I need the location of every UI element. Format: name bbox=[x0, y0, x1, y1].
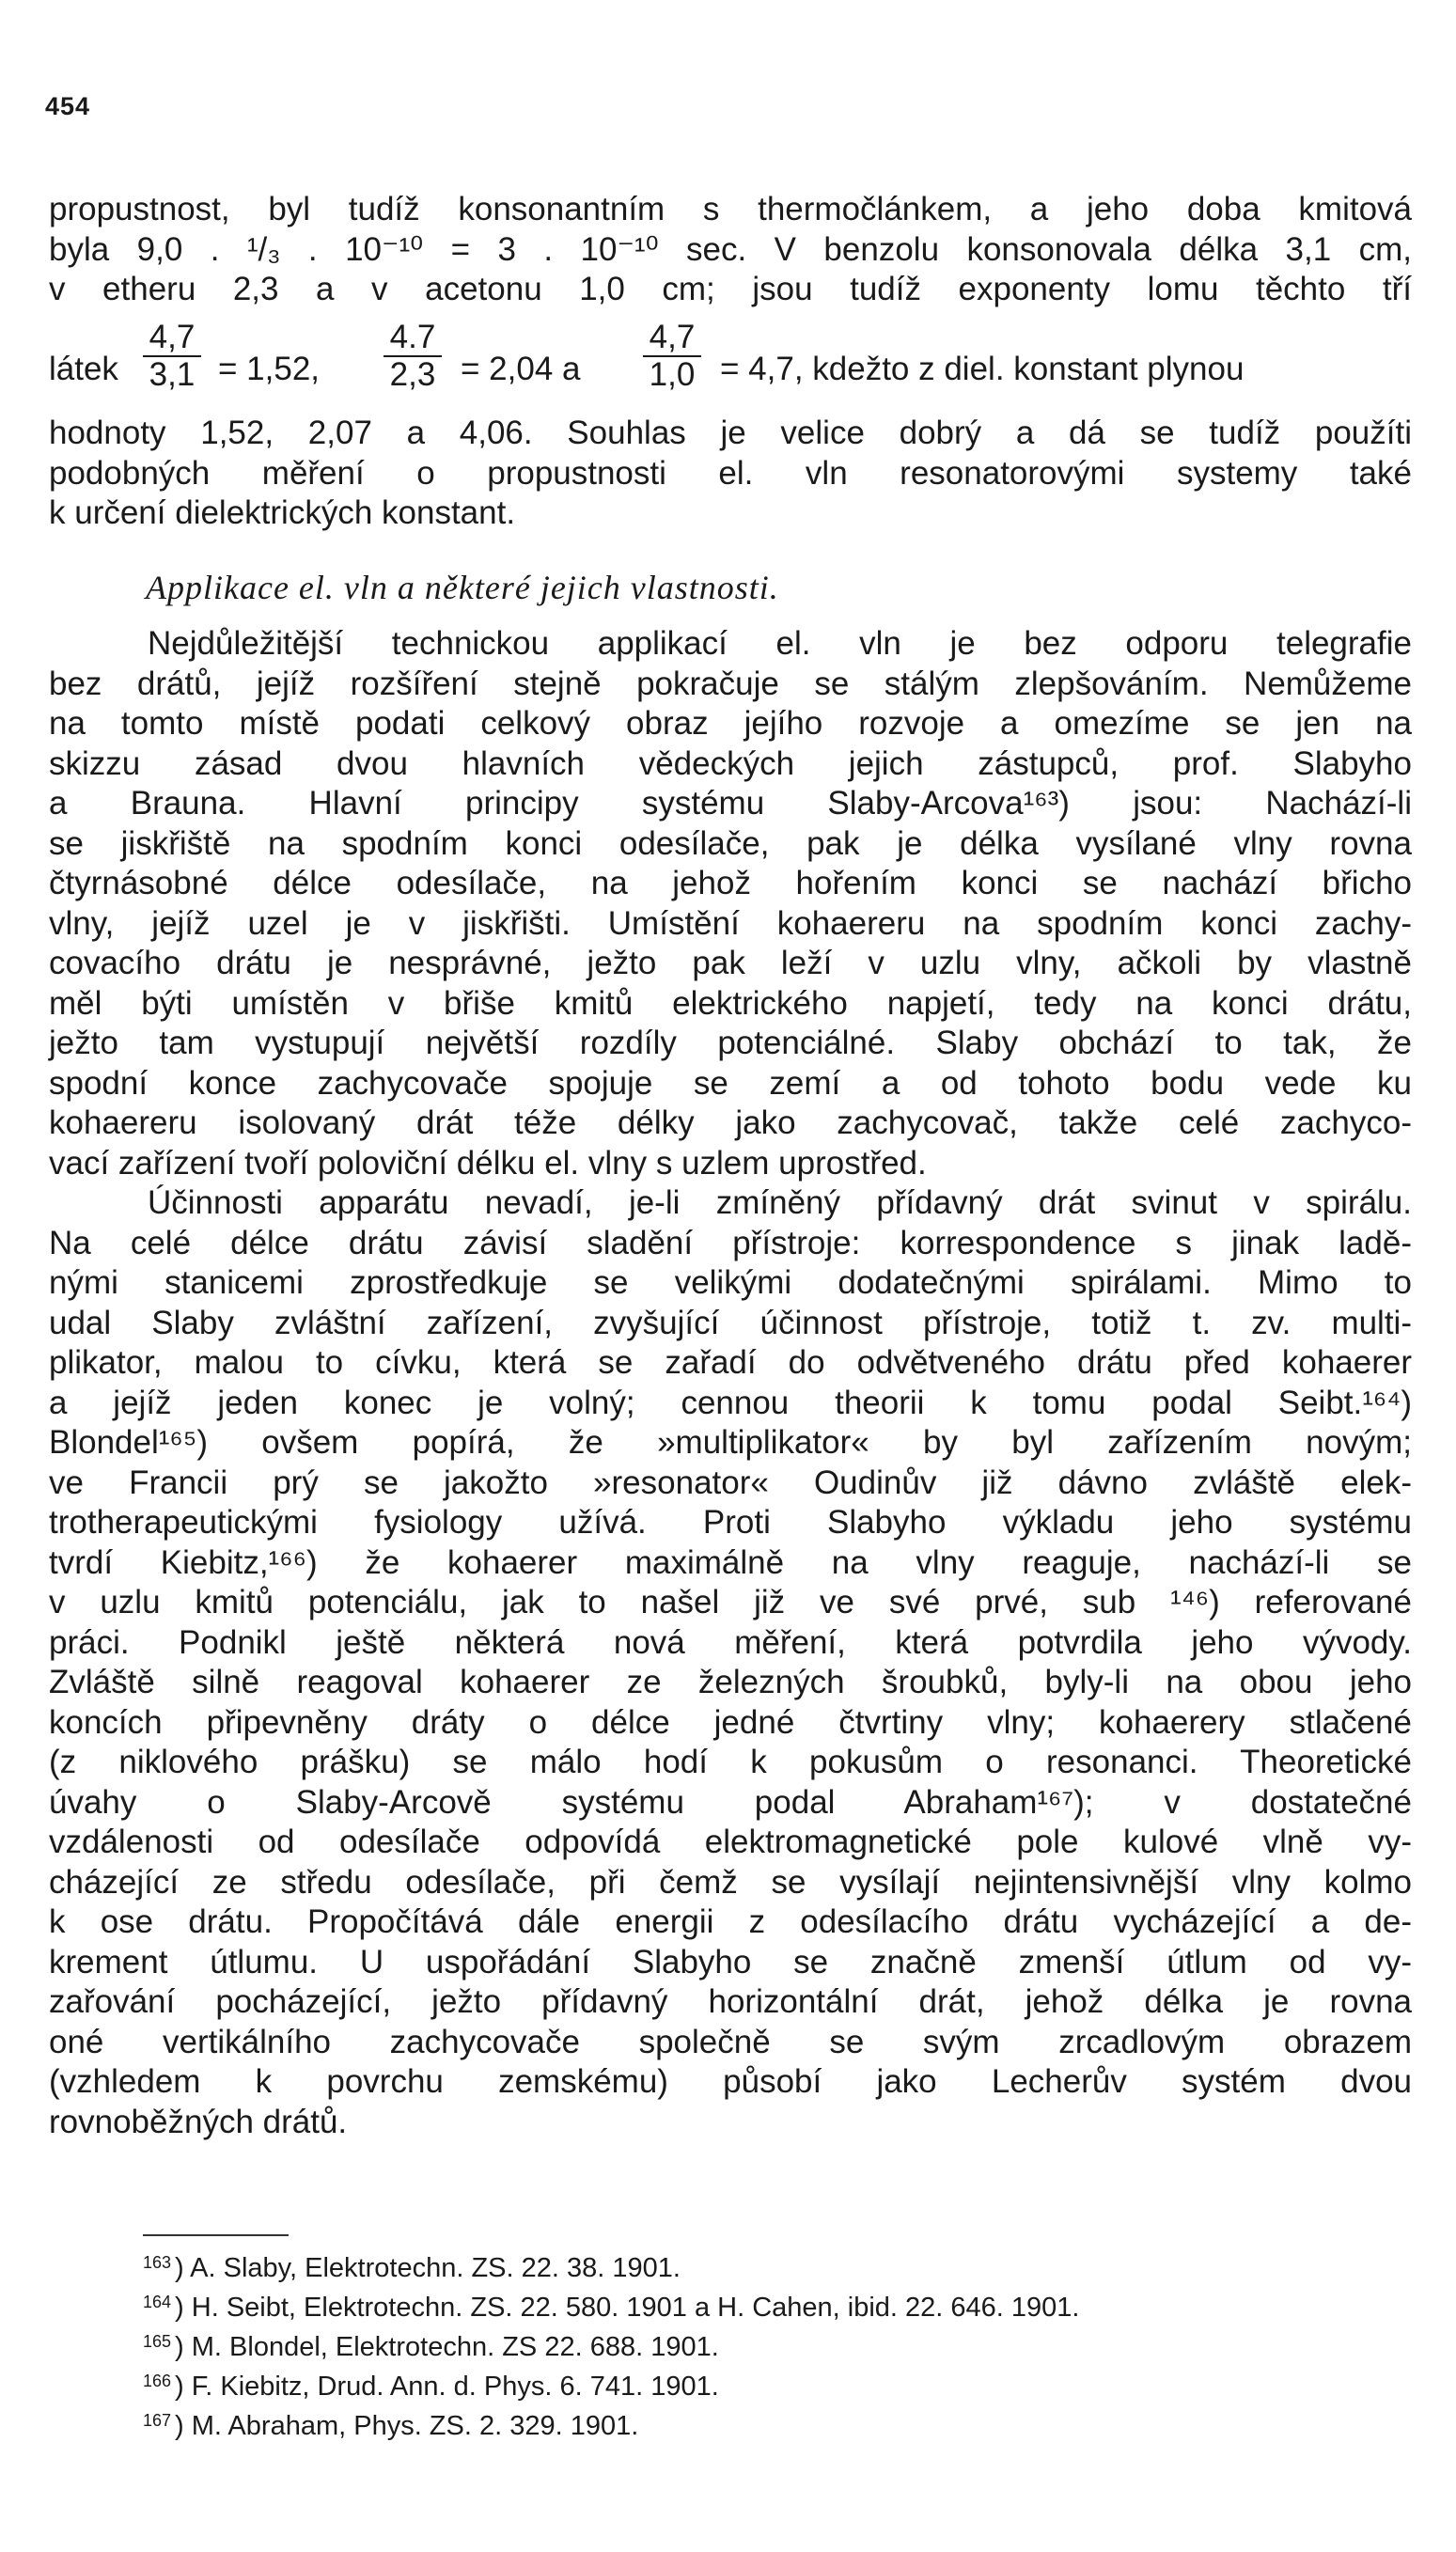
fraction-3-numerator: 4,7 bbox=[649, 319, 696, 355]
conclusion-paragraph bbox=[49, 414, 1412, 534]
footnote-text: F. Kiebitz, Drud. Ann. d. Phys. 6. 741. 1901. bbox=[191, 2372, 719, 2402]
text-line: Nejdůležitější technickou applikací el. vln je bez odporu telegrafie bbox=[148, 625, 1412, 662]
text-line: trotherapeutickými fysiology užívá. Proti Slabyho výkladu jeho systému bbox=[49, 1504, 1412, 1541]
fraction-2-numerator: 4.7 bbox=[389, 319, 436, 355]
page-number: 454 bbox=[45, 92, 91, 120]
text-line: se jiskřiště na spodním konci odesílače, pak je délka vysílané vlny rovna bbox=[49, 824, 1412, 862]
text-line: ve Francii prý se jakožto »resonator« Oudinův již dávno zvláště elek- bbox=[49, 1464, 1412, 1501]
text-line: udal Slaby zvláštní zařízení, zvyšující účinnost přístroje, totiž t. zv. multi- bbox=[49, 1304, 1412, 1341]
footnote-165: $^{165}$ ) M. Blondel, Elektrotechn. ZS 22. 688. 1901. bbox=[143, 2332, 719, 2362]
footnote-167: $^{167}$ ) M. Abraham, Phys. ZS. 2. 329. 1901. bbox=[143, 2411, 639, 2441]
text-line: na tomto místě podati celkový obraz jejího rozvoje a omezíme se jen na bbox=[49, 705, 1412, 742]
text-line: podobných měření o propustnosti el. vln resonatorovými systemy také bbox=[49, 454, 1412, 492]
text-line: bez drátů, jejíž rozšíření stejně pokračuje se stálým zlepšováním. Nemůžeme bbox=[49, 665, 1412, 702]
text-line: cházející ze středu odesílače, při čemž se vysílají nejintensivnější vlny kolmo bbox=[49, 1863, 1412, 1901]
footnote-marker: 163 bbox=[143, 2253, 172, 2272]
text-line: tvrdí Kiebitz,¹⁶⁶) že kohaerer maximálně na vlny reaguje, nachází-li se bbox=[49, 1543, 1412, 1581]
fraction-2 bbox=[384, 320, 442, 393]
refractive-index-formula bbox=[49, 320, 1412, 423]
text-line: a jejíž jeden konec je volný; cennou theorii k tomu podal Seibt.¹⁶⁴) bbox=[49, 1384, 1412, 1421]
fraction-2-denominator: 2,3 bbox=[389, 356, 436, 393]
text-line: ježto tam vystupují největší rozdíly potenciálné. Slaby obchází to tak, že bbox=[49, 1025, 1412, 1061]
text-line: čtyrnásobné délce odesílače, na jehož hořením konci se nachází břicho bbox=[49, 865, 1412, 901]
text-line: v etheru 2,3 a v acetonu 1,0 cm; jsou tudíž exponenty lomu těchto tří bbox=[49, 271, 1412, 307]
text-line: kohaereru isolovaný drát téže délky jako zachycovač, takže celé zachyco- bbox=[49, 1104, 1412, 1141]
intro-paragraph bbox=[49, 190, 1412, 310]
footnote-marker: 165 bbox=[143, 2332, 172, 2351]
footnote-163: $^{163}$ ) A. Slaby, Elektrotechn. ZS. 22. 38. 1901. bbox=[143, 2253, 681, 2283]
text-line: skizzu zásad dvou hlavních vědeckých jejich zástupců, prof. Slabyho bbox=[49, 744, 1412, 782]
text-line: Zvláště silně reagoval kohaerer ze železných šroubků, byly-li na obou jeho bbox=[49, 1664, 1412, 1700]
text-line: koncích připevněny dráty o délce jedné čtvrtiny vlny; kohaerery stlačené bbox=[49, 1703, 1412, 1741]
footnotes bbox=[143, 2246, 1079, 2443]
text-line: plikator, malou to cívku, která se zařadí do odvětveného drátu před kohaerer bbox=[49, 1344, 1412, 1381]
formula-result-2: = 2,04 a bbox=[461, 351, 581, 387]
text-line: rovnoběžných drátů. bbox=[49, 2103, 348, 2140]
fraction-1-numerator: 4,7 bbox=[149, 319, 196, 355]
text-line: vzdálenosti od odesílače odpovídá elektromagnetické pole kulové vlně vy- bbox=[49, 1824, 1412, 1860]
text-line: oné vertikálního zachycovače společně se svým zrcadlovým obrazem bbox=[49, 2023, 1412, 2060]
fraction-1 bbox=[143, 320, 201, 393]
footnote-text: M. Blondel, Elektrotechn. ZS 22. 688. 1901. bbox=[191, 2332, 719, 2362]
text-line: byla 9,0 . ¹/₃ . 10⁻¹⁰ = 3 . 10⁻¹⁰ sec. V benzolu konsonovala délka 3,1 cm, bbox=[49, 230, 1412, 268]
footnote-166: $^{166}$ ) F. Kiebitz, Drud. Ann. d. Phys. 6. 741. 1901. bbox=[143, 2372, 719, 2402]
text-line: vací zařízení tvoří poloviční délku el. vlny s uzlem uprostřed. bbox=[49, 1144, 927, 1182]
footnote-text: A. Slaby, Elektrotechn. ZS. 22. 38. 1901. bbox=[190, 2253, 681, 2283]
text-line: práci. Podnikl ještě některá nová měření, která potvrdila jeho vývody. bbox=[49, 1623, 1412, 1661]
fraction-3-denominator: 1,0 bbox=[649, 356, 696, 393]
body-text bbox=[49, 624, 1412, 2142]
text-line: měl býti umístěn v břiše kmitů elektrického napjetí, tedy na konci drátu, bbox=[49, 984, 1412, 1022]
text-line: k ose drátu. Propočítává dále energii z odesílacího drátu vycházející a de- bbox=[49, 1903, 1412, 1940]
formula-result-1: = 1,52, bbox=[218, 351, 321, 387]
fraction-1-denominator: 3,1 bbox=[149, 356, 196, 393]
footnote-marker: 166 bbox=[143, 2372, 172, 2390]
text-line: v uzlu kmitů potenciálu, jak to našel již ve své prvé, sub ¹⁴⁶) referované bbox=[49, 1584, 1412, 1620]
formula-lead: látek bbox=[49, 351, 118, 387]
text-line: krement útlumu. U uspořádání Slabyho se značně zmenší útlum od vy- bbox=[49, 1943, 1412, 1981]
formula-result-3: = 4,7, kdežto z diel. konstant plynou bbox=[720, 351, 1245, 387]
footnote-text: H. Seibt, Elektrotechn. ZS. 22. 580. 1901 a H. Cahen, ibid. 22. 646. 1901. bbox=[191, 2293, 1080, 2323]
text-line: k určení dielektrických konstant. bbox=[49, 494, 516, 531]
footnote-164: $^{164}$ ) H. Seibt, Elektrotechn. ZS. 22. 580. 1901 a H. Cahen, ibid. 22. 646. 1901. bbox=[143, 2293, 1080, 2323]
text-line: vlny, jejíž uzel je v jiskřišti. Umístění kohaereru na spodním konci zachy- bbox=[49, 904, 1412, 942]
text-line: covacího drátu je nesprávné, ježto pak leží v uzlu vlny, ačkoli by vlastně bbox=[49, 945, 1412, 981]
text-line: hodnoty 1,52, 2,07 a 4,06. Souhlas je velice dobrý a dá se tudíž použíti bbox=[49, 415, 1412, 451]
fraction-3 bbox=[643, 320, 701, 393]
text-line: nými stanicemi zprostředkuje se velikými dodatečnými spirálami. Mimo to bbox=[49, 1264, 1412, 1301]
text-line: (vzhledem k povrchu zemskému) působí jako Lecherův systém dvou bbox=[49, 2063, 1412, 2100]
footnote-text: M. Abraham, Phys. ZS. 2. 329. 1901. bbox=[191, 2411, 639, 2441]
text-line: (z niklového prášku) se málo hodí k pokusům o resonanci. Theoretické bbox=[49, 1744, 1412, 1780]
footnote-divider bbox=[143, 2234, 289, 2236]
text-line: a Brauna. Hlavní principy systému Slaby-Arcova¹⁶³) jsou: Nachází-li bbox=[49, 785, 1412, 822]
text-line: spodní konce zachycovače spojuje se zemí a od tohoto bodu vede ku bbox=[49, 1064, 1412, 1102]
footnote-marker: 167 bbox=[143, 2411, 172, 2430]
text-line: Na celé délce drátu závisí sladění přístroje: korrespondence s jinak ladě- bbox=[49, 1224, 1412, 1261]
text-line: Účinnosti apparátu nevadí, je-li zmíněný přídavný drát svinut v spirálu. bbox=[148, 1184, 1412, 1221]
text-line: úvahy o Slaby-Arcově systému podal Abraham¹⁶⁷); v dostatečné bbox=[49, 1783, 1412, 1821]
text-line: propustnost, byl tudíž konsonantním s thermočlánkem, a jeho doba kmitová bbox=[49, 191, 1412, 227]
text-line: Blondel¹⁶⁵) ovšem popírá, že »multiplikator« by byl zařízením novým; bbox=[49, 1424, 1412, 1461]
text-line: zařování pocházející, ježto přídavný horizontální drát, jehož délka je rovna bbox=[49, 1983, 1412, 2020]
section-heading: Applikace el. vln a některé jejich vlastnosti. bbox=[146, 569, 779, 606]
footnote-marker: 164 bbox=[143, 2293, 172, 2311]
